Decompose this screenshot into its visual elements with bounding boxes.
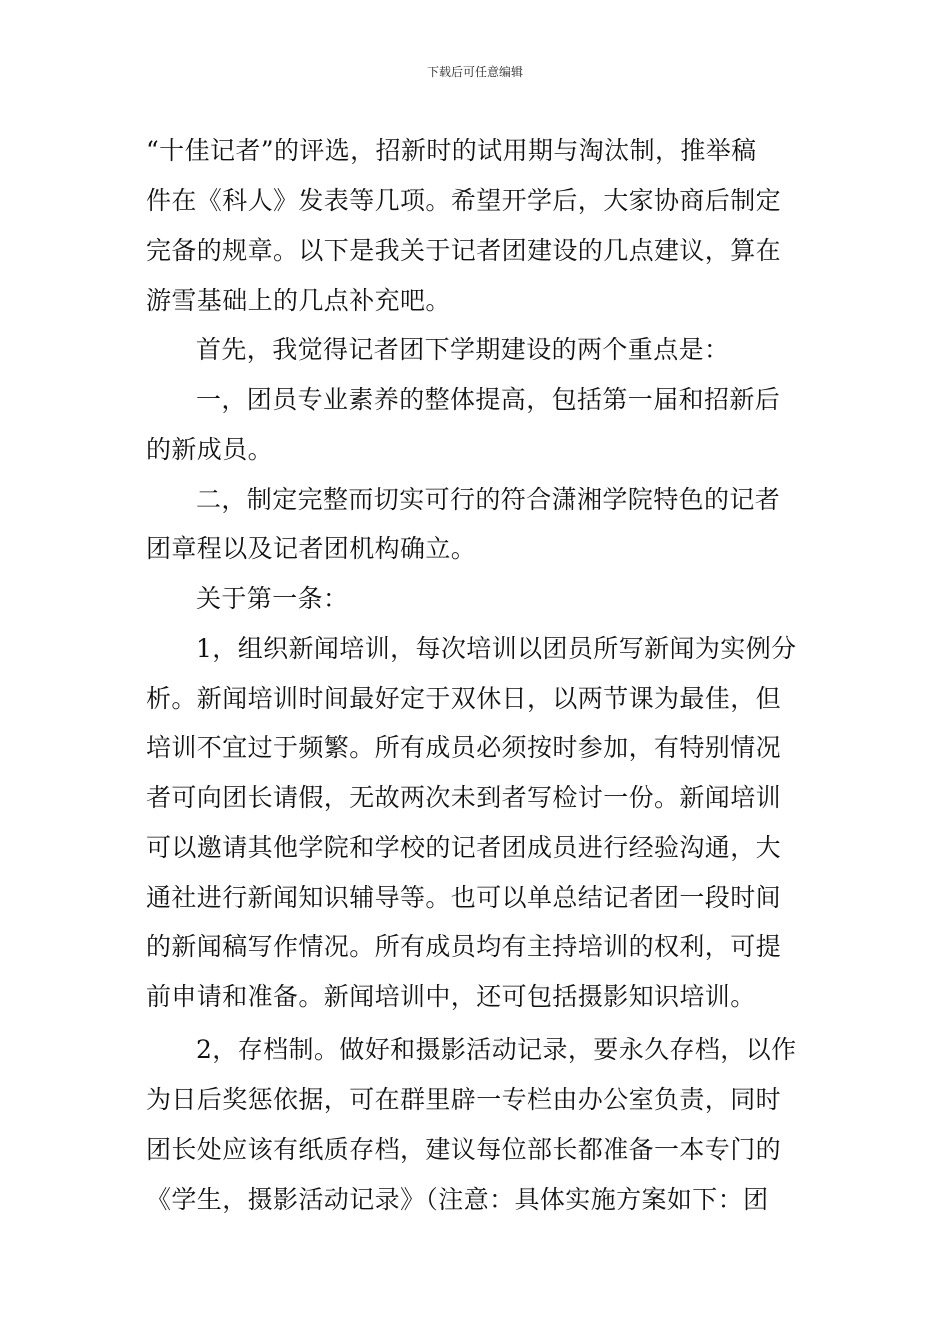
- body-line: 游雪基础上的几点补充吧。: [146, 286, 451, 315]
- body-line: 一，团员专业素养的整体提高，包括第一届和招新后: [196, 385, 781, 414]
- body-line: 团章程以及记者团机构确立。: [146, 534, 477, 563]
- body-line: 析。新闻培训时间最好定于双休日，以两节课为最佳，但: [146, 684, 782, 713]
- body-line: 的新闻稿写作情况。所有成员均有主持培训的权利，可提: [146, 932, 782, 961]
- body-line: 《学生，摄影活动记录》（注意：具体实施方案如下：团: [146, 1185, 769, 1214]
- body-line: 前申请和准备。新闻培训中，还可包括摄影知识培训。: [146, 982, 756, 1011]
- body-line: 的新成员。: [146, 435, 274, 464]
- body-line: 1，组织新闻培训，每次培训以团员所写新闻为实例分: [196, 634, 797, 663]
- body-line: 团长处应该有纸质存档，建议每位部长都准备一本专门的: [146, 1135, 782, 1164]
- body-line: 者可向团长请假，无故两次未到者写检讨一份。新闻培训: [146, 783, 782, 812]
- body-line: 关于第一条：: [196, 584, 349, 613]
- body-line: 件在《科人》发表等几项。希望开学后，大家协商后制定: [146, 186, 782, 215]
- body-line: 首先，我觉得记者团下学期建设的两个重点是：: [196, 335, 730, 364]
- body-line: “十佳记者”的评选，招新时的试用期与淘汰制，推举稿: [146, 136, 757, 165]
- body-line: 为日后奖惩依据，可在群里辟一专栏由办公室负责，同时: [146, 1085, 782, 1114]
- body-line: 完备的规章。以下是我关于记者团建设的几点建议，算在: [146, 236, 782, 265]
- body-line: 通社进行新闻知识辅导等。也可以单总结记者团一段时间: [146, 883, 782, 912]
- body-line: 可以邀请其他学院和学校的记者团成员进行经验沟通，大: [146, 833, 782, 862]
- page-header: 下载后可任意编辑: [426, 65, 523, 79]
- body-line: 2，存档制。做好和摄影活动记录，要永久存档，以作: [196, 1035, 797, 1064]
- body-line: 二，制定完整而切实可行的符合潇湘学院特色的记者: [196, 485, 781, 514]
- body-line: 培训不宜过于频繁。所有成员必须按时参加，有特别情况: [146, 733, 782, 762]
